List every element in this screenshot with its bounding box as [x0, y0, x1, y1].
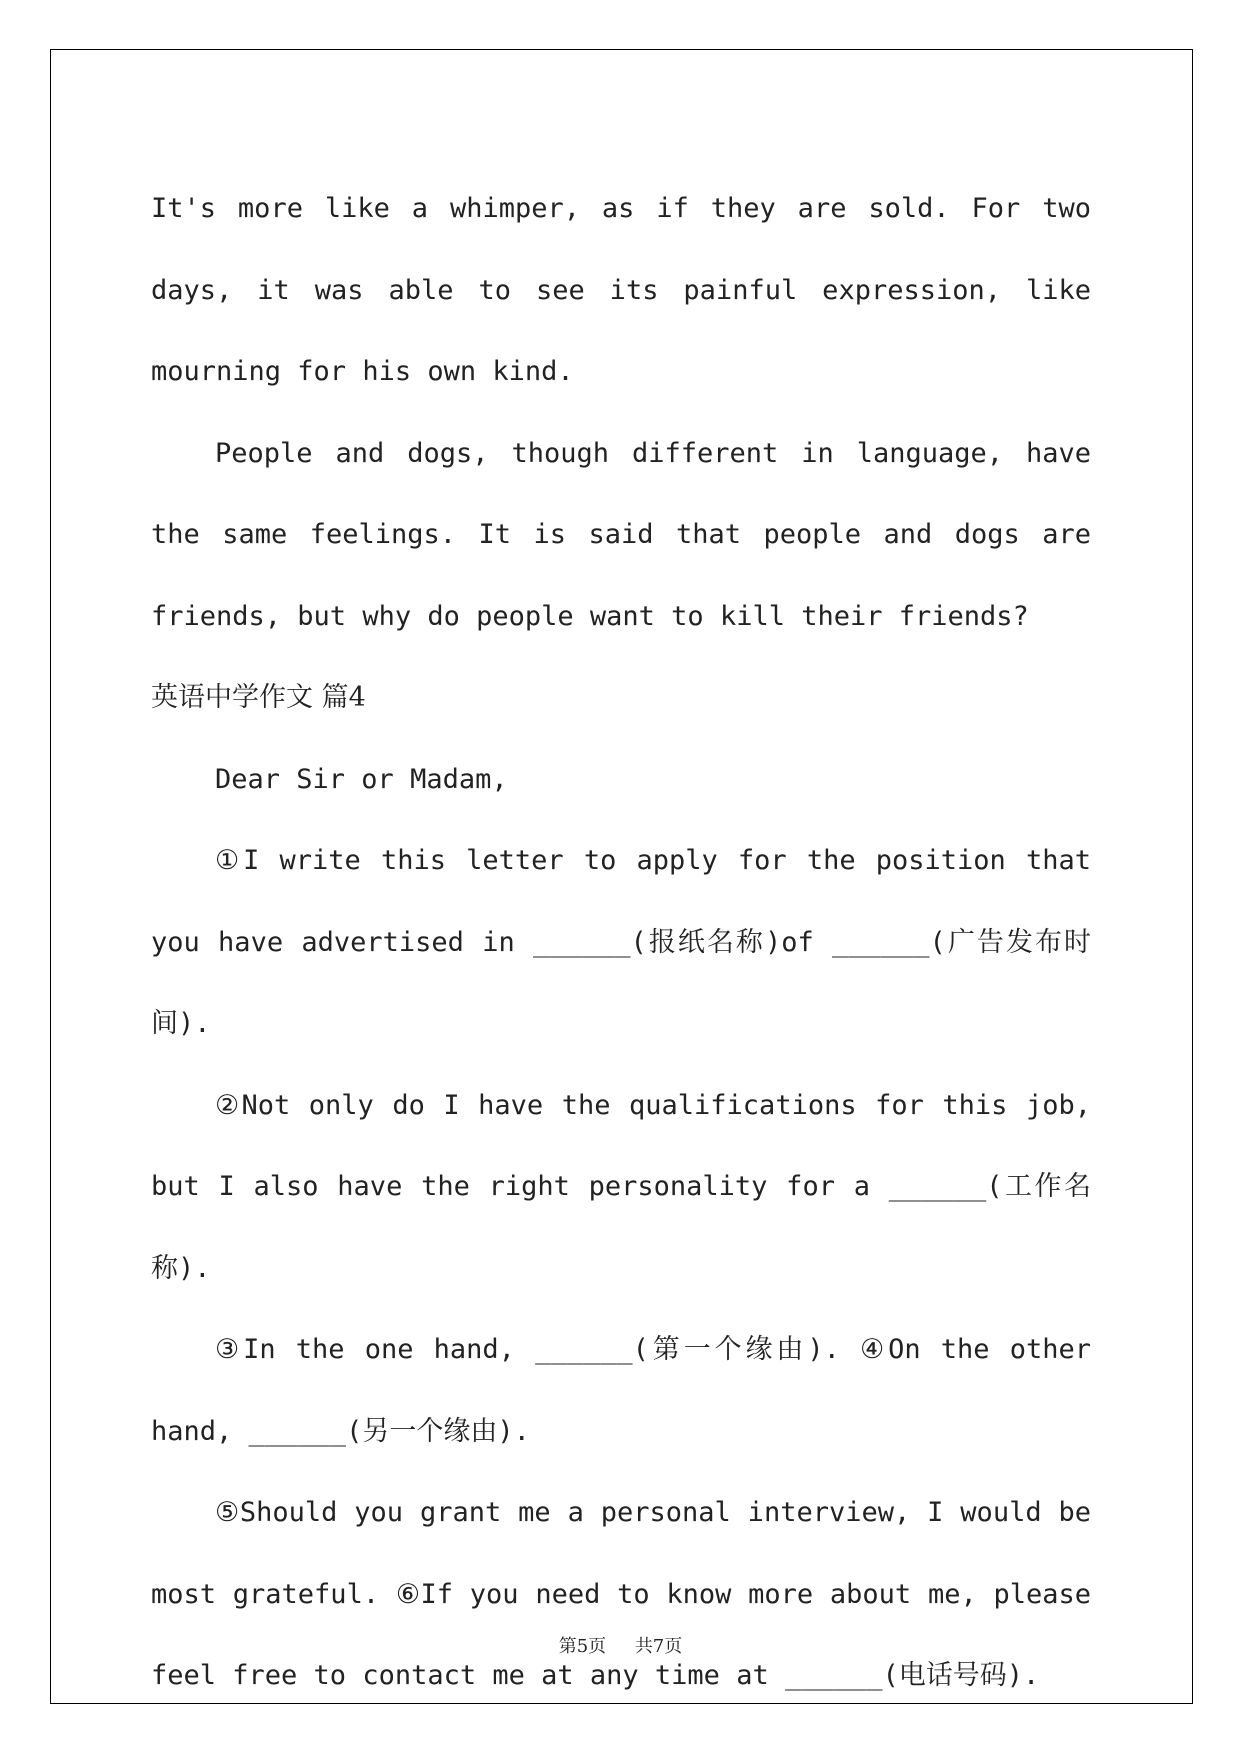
- salutation: Dear Sir or Madam,: [215, 763, 508, 795]
- page-number: 第5页: [558, 1636, 607, 1657]
- page-footer: [0, 1632, 1241, 1658]
- paragraph-6: ⑤Should you grant me a personal interview, I would be most grateful. ⑥If you need to know more about me, please feel free to contact me at any time at ______(电话号码).: [151, 1497, 1091, 1691]
- section-heading: 英语中学作文 篇4: [151, 682, 366, 713]
- paragraph-2: People and dogs, though different in language, have the same feelings. It is said that people and dogs are friends, but why do people want to kill their friends?: [151, 437, 1091, 632]
- paragraph-4: ②Not only do I have the qualifications for this job, but I also have the right personality for a ______(工作名称).: [151, 1089, 1091, 1284]
- paragraph-5: ③In the one hand, ______(第一个缘由). ④On the other hand, ______(另一个缘由).: [151, 1334, 1091, 1447]
- page-total: 共7页: [634, 1636, 683, 1657]
- paragraph-3: ①I write this letter to apply for the position that you have advertised in ______(报纸名称)of ______(广告发布时间).: [151, 845, 1091, 1039]
- paragraph-1: It's more like a whimper, as if they are sold. For two days, it was able to see its painful expression, like mourning for his own kind.: [151, 193, 1091, 387]
- document-body: [151, 168, 1091, 1717]
